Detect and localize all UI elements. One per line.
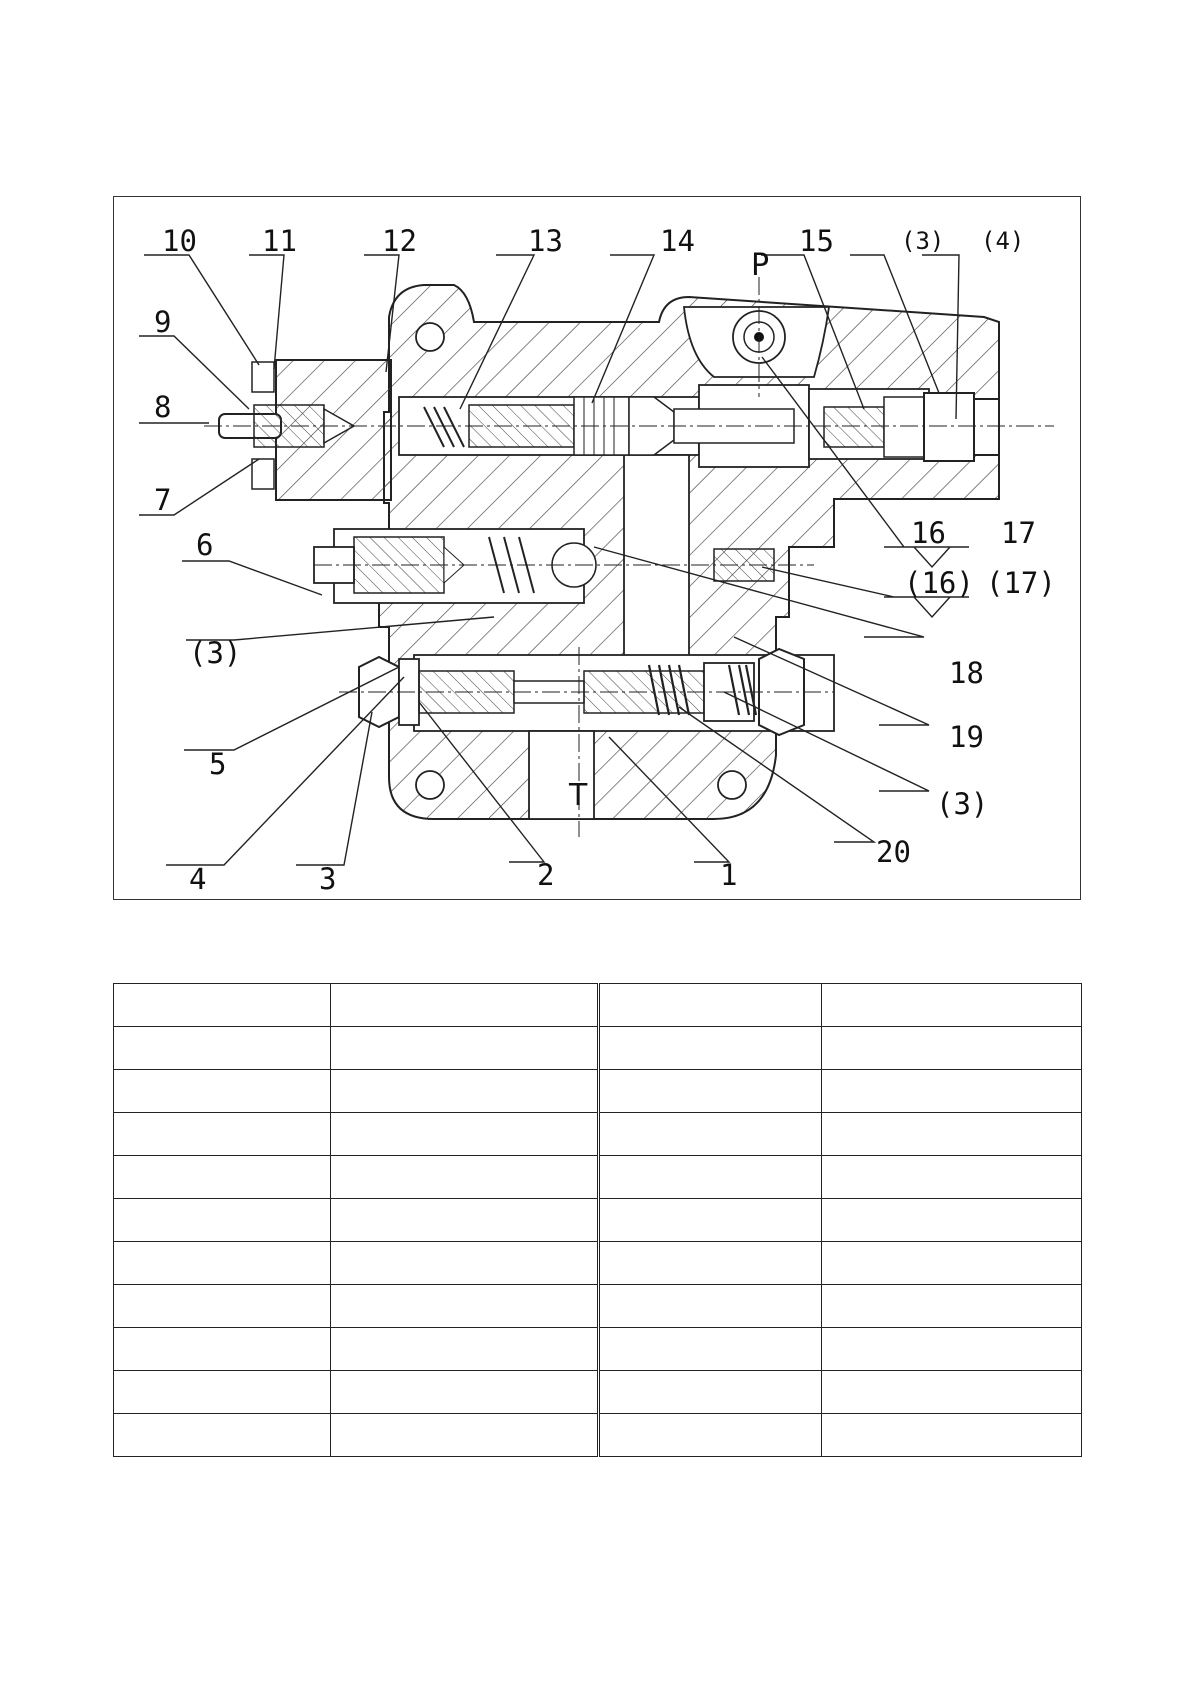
table-cell — [822, 984, 1082, 1027]
table-cell — [114, 1414, 331, 1457]
table-cell — [599, 1371, 822, 1414]
label-ref-16: (16) — [904, 566, 974, 600]
table-cell — [599, 1070, 822, 1113]
table-cell — [822, 1371, 1082, 1414]
table-cell — [599, 1027, 822, 1070]
table-cell — [822, 1328, 1082, 1371]
table-cell — [822, 1070, 1082, 1113]
table-row — [114, 1242, 1082, 1285]
table-cell — [331, 1156, 599, 1199]
table-cell — [331, 984, 599, 1027]
table-cell — [599, 1285, 822, 1328]
table-row — [114, 1414, 1082, 1457]
label-11: 11 — [262, 224, 297, 258]
label-ref-3-top: (3) — [901, 227, 945, 255]
table-cell — [114, 1328, 331, 1371]
label-6: 6 — [196, 528, 214, 562]
table-cell — [599, 1156, 822, 1199]
label-4: 4 — [189, 862, 207, 896]
table-cell — [114, 984, 331, 1027]
table-row — [114, 1156, 1082, 1199]
label-8: 8 — [154, 390, 172, 424]
table-cell — [599, 1242, 822, 1285]
table-cell — [331, 1199, 599, 1242]
table-cell — [599, 1414, 822, 1457]
table-cell — [114, 1113, 331, 1156]
table-cell — [822, 1113, 1082, 1156]
label-20: 20 — [876, 835, 911, 869]
label-7: 7 — [154, 483, 172, 517]
label-5: 5 — [209, 747, 227, 781]
table-cell — [822, 1156, 1082, 1199]
table-cell — [114, 1199, 331, 1242]
table-cell — [331, 1242, 599, 1285]
table-cell — [331, 1113, 599, 1156]
table-cell — [822, 1242, 1082, 1285]
label-3: 3 — [319, 862, 337, 896]
table-row — [114, 1113, 1082, 1156]
label-13: 13 — [528, 224, 563, 258]
parts-table — [113, 983, 1082, 1457]
label-ref-3-right: (3) — [936, 787, 989, 821]
port-t-label: T — [569, 778, 588, 813]
table-cell — [331, 1027, 599, 1070]
port-p-label: P — [751, 248, 770, 283]
table-cell — [331, 1285, 599, 1328]
table-cell — [114, 1285, 331, 1328]
table-cell — [114, 1156, 331, 1199]
label-2: 2 — [537, 858, 555, 892]
valve-cross-section-figure — [113, 196, 1081, 900]
table-row — [114, 1070, 1082, 1113]
label-12: 12 — [382, 224, 417, 258]
label-10: 10 — [162, 224, 197, 258]
label-14: 14 — [660, 224, 695, 258]
label-ref-3-left: (3) — [189, 636, 242, 670]
table-row — [114, 984, 1082, 1027]
table-cell — [599, 1113, 822, 1156]
label-19: 19 — [949, 720, 984, 754]
table-cell — [822, 1027, 1082, 1070]
label-17: 17 — [1001, 516, 1036, 550]
table-row — [114, 1027, 1082, 1070]
table-cell — [599, 1199, 822, 1242]
label-16: 16 — [911, 516, 946, 550]
label-1: 1 — [720, 858, 738, 892]
table-row — [114, 1328, 1082, 1371]
table-cell — [331, 1371, 599, 1414]
label-ref-17: (17) — [986, 566, 1056, 600]
label-15: 15 — [799, 224, 834, 258]
table-cell — [822, 1199, 1082, 1242]
table-row — [114, 1199, 1082, 1242]
label-9: 9 — [154, 305, 172, 339]
label-18: 18 — [949, 656, 984, 690]
parts-table-body — [114, 984, 1082, 1457]
table-cell — [114, 1371, 331, 1414]
table-cell — [331, 1414, 599, 1457]
table-cell — [114, 1070, 331, 1113]
table-cell — [822, 1285, 1082, 1328]
table-cell — [114, 1027, 331, 1070]
valve-drawing — [114, 197, 1082, 901]
label-ref-4: (4) — [981, 227, 1025, 255]
table-cell — [331, 1070, 599, 1113]
table-row — [114, 1285, 1082, 1328]
table-cell — [599, 1328, 822, 1371]
table-cell — [599, 984, 822, 1027]
table-cell — [331, 1328, 599, 1371]
table-row — [114, 1371, 1082, 1414]
table-cell — [822, 1414, 1082, 1457]
table-cell — [114, 1242, 331, 1285]
